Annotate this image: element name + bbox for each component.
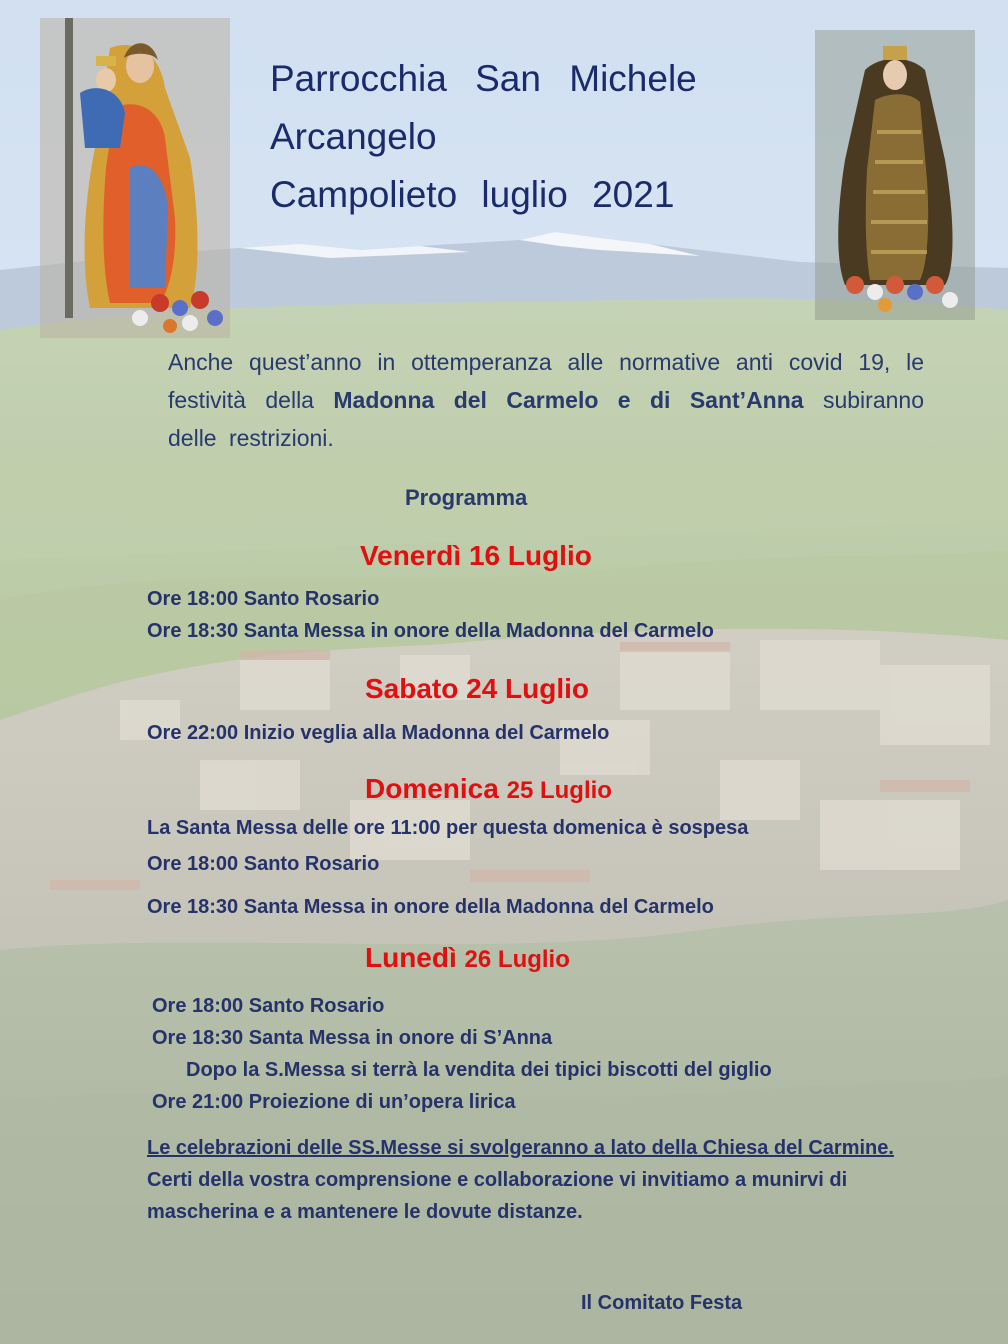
day-date: 26 Luglio — [464, 946, 570, 973]
intro-text-part1: Anche quest’anno in ottemperanza alle normative anti covid 19, le festività della — [168, 349, 924, 413]
day-heading-domenica — [365, 773, 612, 805]
event-item: Ore 18:00 Santo Rosario — [152, 995, 385, 1017]
event-item: Ore 18:00 Santo Rosario — [147, 588, 380, 610]
day-heading-venerdi: Venerdì 16 Luglio — [360, 540, 592, 571]
event-item: Ore 22:00 Inizio veglia alla Madonna del Carmelo — [147, 722, 610, 744]
day-heading-sabato: Sabato 24 Luglio — [365, 673, 590, 704]
event-item: Ore 18:30 Santa Messa in onore della Madonna del Carmelo — [147, 896, 714, 918]
program-heading: Programma — [405, 485, 528, 510]
title-line-3: Campolieto luglio 2021 — [270, 174, 675, 215]
madonna-carmelo-statue-image — [815, 30, 975, 320]
madonna-child-statue-image — [40, 18, 230, 338]
intro-feast-names: Madonna del Carmelo e di Sant’Anna — [333, 387, 804, 413]
title-line-2: Arcangelo — [270, 116, 437, 157]
event-item: Ore 21:00 Proiezione di un’opera lirica — [152, 1091, 516, 1113]
event-item: Dopo la S.Messa si terrà la vendita dei tipici biscotti del giglio — [186, 1059, 772, 1081]
celebration-location-note: Le celebrazioni delle SS.Messe si svolgeranno a lato della Chiesa del Carmine. — [147, 1137, 894, 1159]
title-line-1: Parrocchia San Michele — [270, 58, 697, 99]
day-date: 25 Luglio — [506, 777, 612, 804]
mask-distance-note: Certi della vostra comprensione e collaborazione vi invitiamo a munirvi di mascherina e a mantenere le dovute distanze. — [147, 1169, 848, 1223]
footer-notes — [147, 1132, 917, 1228]
intro-text-part2: subiranno delle restrizioni. — [168, 387, 924, 451]
event-item: Ore 18:30 Santa Messa in onore della Madonna del Carmelo — [147, 620, 714, 642]
event-item: Ore 18:30 Santa Messa in onore di S’Anna — [152, 1027, 553, 1049]
day-name: Domenica — [365, 773, 499, 804]
day-heading-lunedi — [365, 942, 570, 974]
event-item: La Santa Messa delle ore 11:00 per questa domenica è sospesa — [147, 817, 749, 839]
day-name: Lunedì — [365, 942, 457, 973]
event-item: Ore 18:00 Santo Rosario — [147, 853, 380, 875]
page-title — [270, 50, 697, 224]
signature: Il Comitato Festa — [581, 1292, 743, 1314]
intro-paragraph — [168, 343, 924, 457]
